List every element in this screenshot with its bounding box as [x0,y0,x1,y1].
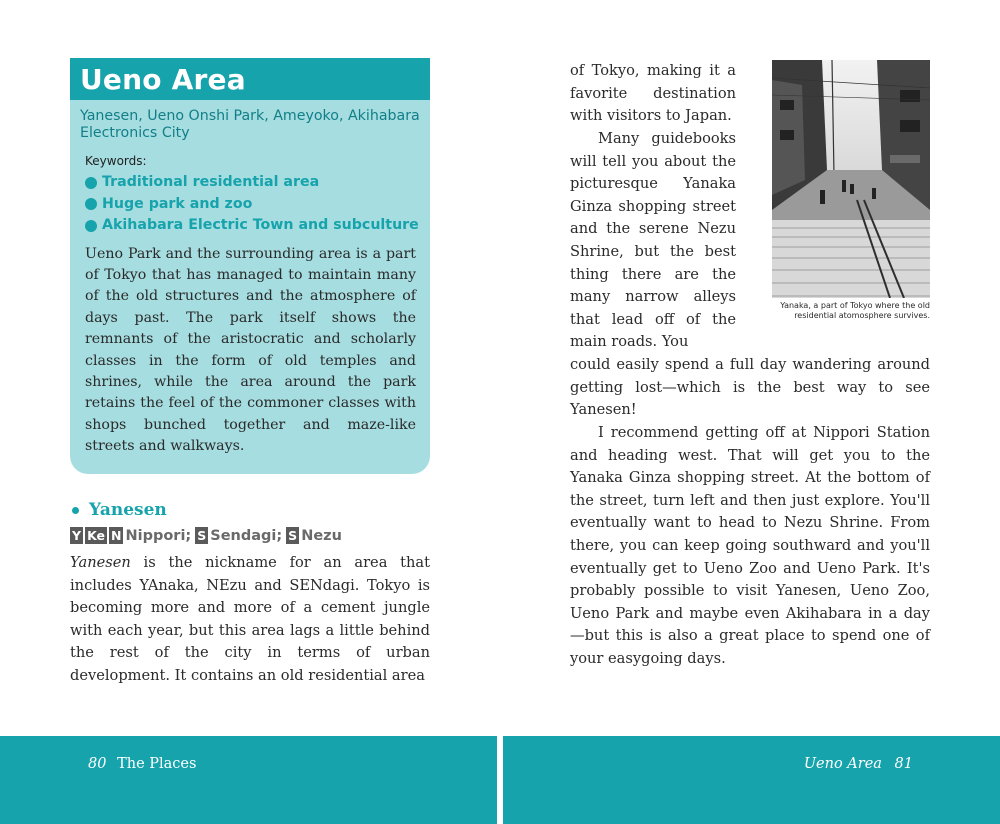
yanaka-photo-image [772,60,930,298]
station-list [70,527,346,544]
paragraph-continued: of Tokyo, making it a favorite destination with visitors to Japan. [570,62,736,125]
page-footer [0,736,1000,824]
keywords-label: Keywords: [85,154,147,168]
yanaka-street-photo [772,60,930,298]
section-heading-text: Yanesen [89,500,167,520]
footer-right-text [804,756,913,772]
keyword-item [85,215,430,237]
running-head: Ueno Area [803,756,882,772]
footer-left-band [0,736,497,824]
section-body [70,552,430,688]
running-head: The Places [117,756,197,772]
paragraph-guidebooks-continued: could easily spend a full day wandering around getting lost—which is the best way to see Yanesen! [570,356,930,419]
bullet-dot-icon [85,177,97,189]
bullet-dot-icon [72,507,79,514]
section-heading [72,500,167,520]
line-badge: N [111,528,122,543]
page-number: 81 [894,756,913,772]
keyword-item [85,194,430,216]
area-description: Ueno Park and the surrounding area is a part of Tokyo that has managed to maintain many of the old structures and the atmosphere of days past. The park itself shows the remnants of the aristocratic and scholarly classes in the form of old temples and shrines, while the area around the park retains the feel of the commoner classes with shops bunched together and maze-like streets and walkways. [85,245,416,455]
right-page [500,0,1000,824]
station-name: Nezu [301,527,342,544]
info-title-bar [70,58,430,100]
paragraph-guidebooks: Many guidebooks will tell you about the picturesque Yanaka Ginza shopping street and the serene Nezu Shrine, but the best thing there are the many narrow alleys that lead off of the main roads. You [570,130,736,351]
line-badge: S [197,528,207,543]
bullet-dot-icon [85,198,97,210]
footer-right-band [503,736,1000,824]
bullet-dot-icon [85,220,97,232]
body-lead-term: Yanesen [70,554,131,571]
paragraph-recommendation: I recommend getting off at Nippori Station and heading west. That will get you to the Yanaka Ginza shopping street. At the bottom of the street, turn left and then just explore. You'll eventually want to head to Nezu Shrine. From there, you can keep going southward and you'll eventually get to Ueno Zoo and Ueno Park. It's probably possible to visit Yanesen, Ueno Zoo, Ueno Park and maybe even Akihabara in a day—but this is also a great place to spend one of your easygoing days. [570,424,930,667]
keyword-text: Huge park and zoo [102,195,253,212]
line-badge: S [288,528,298,543]
station-name: Nippori; [125,527,192,544]
area-info-box [70,58,430,474]
line-badge: Y [72,528,82,543]
station-name: Sendagi; [210,527,283,544]
area-title: Ueno Area [80,62,246,96]
keyword-item [85,172,430,194]
photo-caption: Yanaka, a part of Tokyo where the old residential atomosphere survives. [780,301,930,320]
body-text: is the nickname for an area that includes YAnaka, NEzu and SENdagi. Tokyo is becoming more and more of a cement jungle with each year, but this area lags a little behind the rest of the city in terms of urban development. It contains an old residential area [70,554,430,684]
footer-left-text [88,756,196,772]
page-number: 80 [88,756,107,772]
keywords-list [85,172,430,237]
area-subtitle: Yanesen, Ueno Onshi Park, Ameyoko, Akihabara Electronics City [80,108,420,141]
keyword-text: Akihabara Electric Town and subculture [102,217,419,233]
line-badge: Ke [87,528,106,543]
keyword-text: Traditional residential area [102,174,320,190]
